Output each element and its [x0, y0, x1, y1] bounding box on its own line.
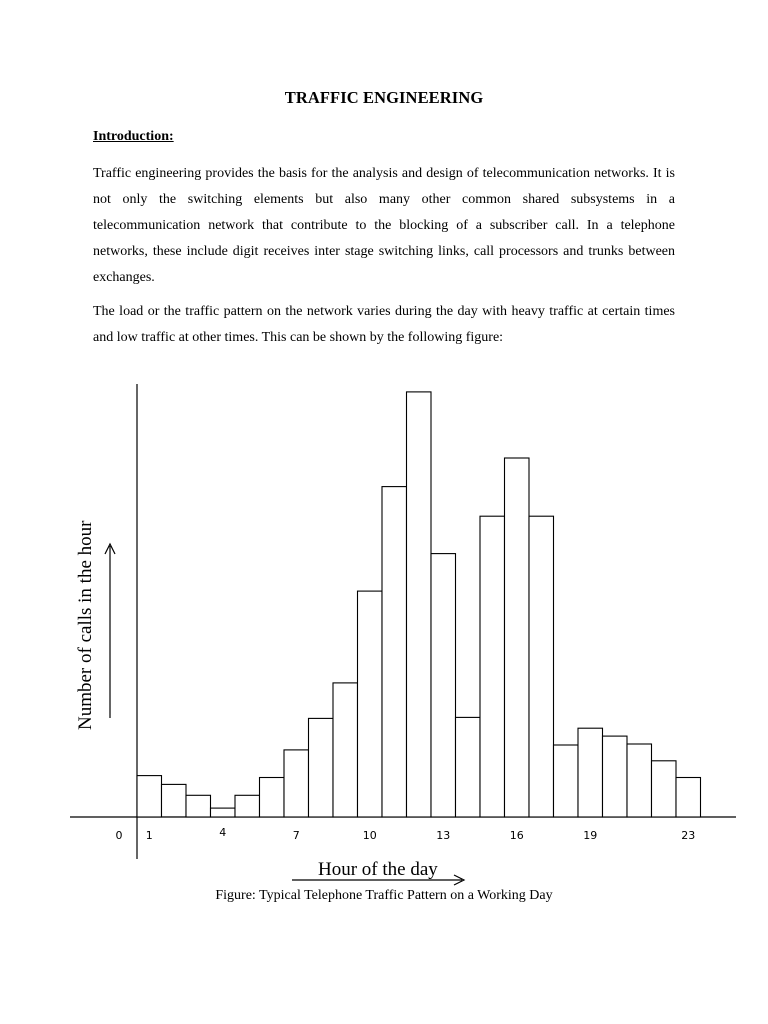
bar-hour-1 [137, 776, 162, 817]
bar-hour-17 [529, 516, 554, 817]
bar-hour-15 [480, 516, 505, 817]
page-title: TRAFFIC ENGINEERING [284, 88, 484, 107]
x-tick-label-19: 19 [583, 829, 598, 842]
bar-hour-18 [554, 745, 579, 817]
bar-hour-12 [407, 392, 432, 817]
bar-hour-16 [505, 458, 530, 817]
bar-hour-22 [652, 761, 677, 817]
y-axis-arrow-icon [105, 544, 115, 718]
bar-hour-21 [627, 744, 652, 817]
bar-hour-10 [358, 591, 383, 817]
x-tick-label-23: 23 [681, 829, 696, 842]
y-axis-label: Number of calls in the hour [75, 520, 96, 730]
bar-hour-2 [162, 784, 187, 817]
section-heading-introduction: Introduction: [93, 129, 174, 144]
bar-hour-8 [309, 718, 334, 817]
bar-hour-6 [260, 778, 285, 818]
bar-hour-19 [578, 728, 603, 817]
x-tick-label-13: 13 [436, 829, 451, 842]
bar-hour-23 [676, 778, 701, 818]
figure-caption: Figure: Typical Telephone Traffic Pattern on a Working Day [215, 888, 553, 903]
bar-hour-13 [431, 554, 456, 817]
x-axis-label: Hour of the day [318, 859, 438, 880]
bar-hour-4 [211, 808, 236, 817]
bar-hour-14 [456, 717, 481, 817]
bar-hour-3 [186, 795, 211, 817]
x-tick-labels [116, 826, 696, 842]
bar-hour-5 [235, 795, 260, 817]
x-tick-label-16: 16 [509, 829, 524, 842]
bars-group [137, 392, 701, 817]
paragraph-intro: Traffic engineering provides the basis for the analysis and design of telecommunication networks. It is not only the switching elements but also many other common shared subsystems in a telecommunication network that contribute to the blocking of a subscriber call. In a telephone networks, these include digit receives inter stage switching links, call processors and trunks between exchanges. [93, 166, 675, 285]
x-tick-label-1: 1 [145, 829, 153, 842]
x-tick-label-0: 0 [115, 829, 123, 842]
bar-hour-20 [603, 736, 628, 817]
traffic-chart [0, 370, 768, 886]
x-tick-label-4: 4 [219, 826, 227, 839]
paragraph-traffic-pattern: The load or the traffic pattern on the network varies during the day with heavy traffic at certain times and low traffic at other times. This can be shown by the following figure: [93, 304, 675, 345]
bar-hour-9 [333, 683, 358, 817]
bar-hour-7 [284, 750, 309, 817]
x-tick-label-10: 10 [362, 829, 377, 842]
bar-hour-11 [382, 487, 407, 817]
x-tick-label-7: 7 [292, 829, 300, 842]
